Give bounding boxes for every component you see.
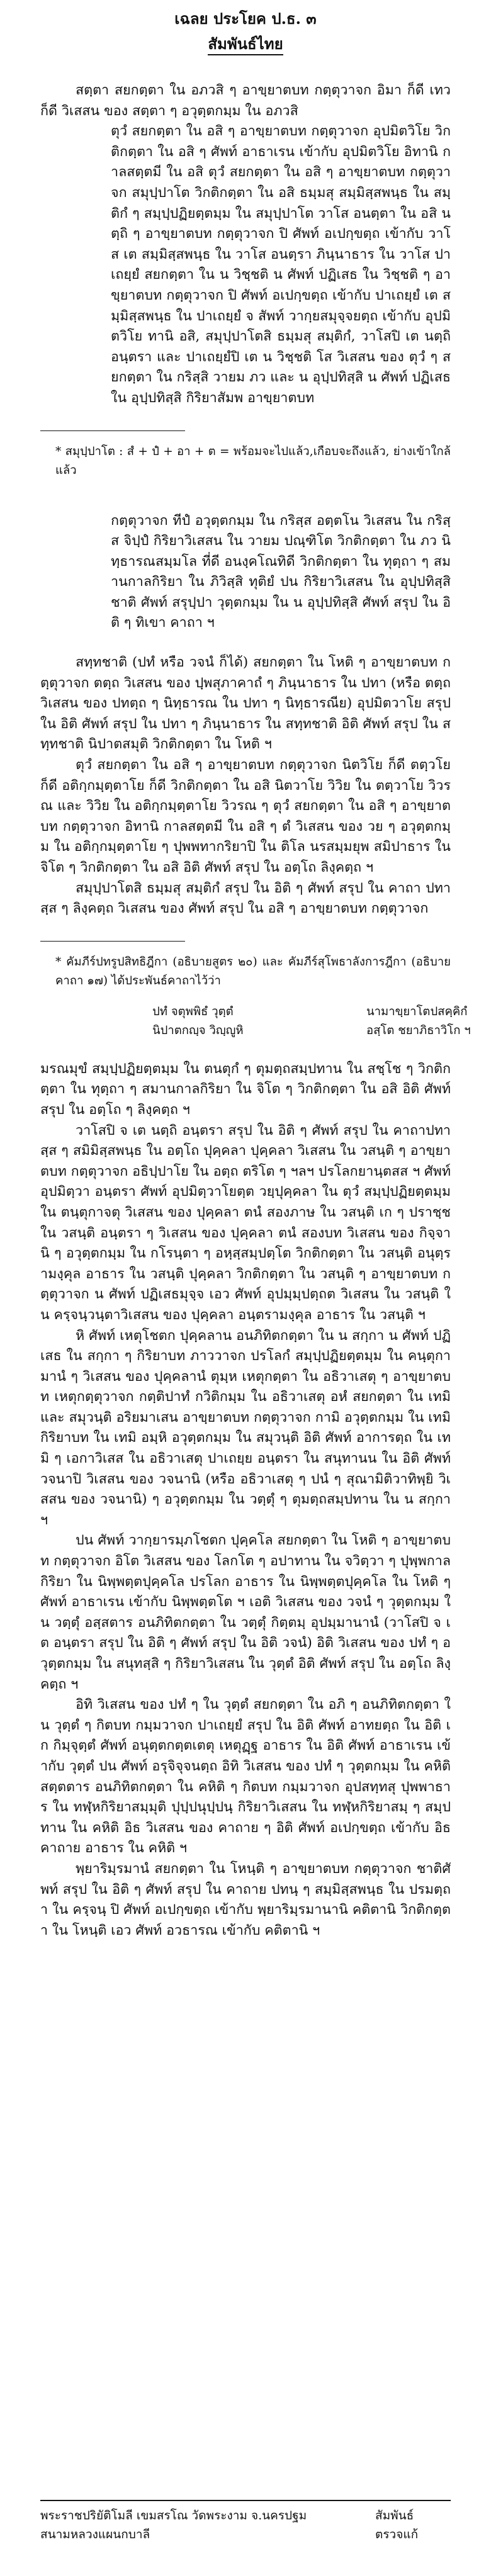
paragraph: สมุปฺปาโตสิ ธมฺมสุ สมฺติกํ สรุป ใน อิติ ๆ ศัพท์ สรุป ใน คาถา ปทาสฺส ๆ ลิงฺคตฺถ วิเสสน ของ ศัพท์ สรุป ใน อสิ ๆ อาขฺยาตบท กตฺตุวาจก — [40, 880, 451, 917]
paragraph: ปน ศัพท์ วากฺยารมฺภโชตก ปุคฺคโล สยกตฺตา ใน โหติ ๆ อาขฺยาตบท กตฺตุวาจก อิโต วิเสสน ของ โลกโต ๆ อปาทาน ใน จวิตฺวา ๆ ปุพฺพกาลกิริยา ใน นิพฺพตฺตปุคฺคโล ปรโลก อาธาร ใน นิพฺพตฺตปุคฺคโล ใน โหติ ๆ ศัพท์ อาธาเรน เข้ากับ นิพฺพตฺตโต ฯ เอติ วิเสสน ของ วจนํ ๆ วุตฺตกมฺม ใน วตฺตุํ อสฺสตาร อนภิทิตกตฺตา ใน วตฺตุํ กิตฺตมฺ อุปมฺมานานํ (วาโสปิ จ เต อนฺตรา สรุป ใน อิติ ๆ ศัพท์ สรุป ใน อิติ วจนํ) อิติ วิเสสน ของ ปทํ ๆ อวุตฺตกมฺม ใน สนุทสฺสิ ๆ กิริยาวิเสสน ใน วุตฺตํ อิติ ศัพท์ สรุป ใน อตฺโถ ลิงฺคตฺถ ฯ — [40, 1533, 451, 1692]
footnote-divider — [40, 430, 185, 431]
spacer — [40, 492, 451, 511]
verse-line: อสฺโต ชยาภิธาวิโก ฯ — [366, 1023, 471, 1037]
footer-right-line: สัมพันธ์ — [375, 2509, 414, 2523]
footer-row — [40, 2525, 451, 2544]
paragraph: ตุวํ สยกตฺตา ใน อสิ ๆ อาขฺยาตบท กตฺตุวาจก นิตวิโย ก็ดี ตตฺวโย ก็ดี อติกฺกมฺตฺตาโย ก็ดี วิกติกตฺตา ใน อสิ นิตวาโย วิวิย ใน ตตฺวาโย วิวรณ และ วิวิย ใน อติกฺกมฺตฺตาโย วิวรณ ๆ ตุวํ สยกตฺตา ใน อสิ ๆ อาขฺยาตบท กตฺตุวาจก อิทานิ กาลสตฺตมี ใน อสิ ๆ ตํ วิเสสน ของ วย ๆ อวุตฺตกมฺม ใน อติกฺกมฺตฺตาโย ๆ ปุพพทากริยาปิ ใน ติโล นรสมฺมยุพ สมิปาธาร ใน จิโต ๆ วิกติกตฺตา ใน อสิ อิติ ศัพท์ สรุป ใน อตฺโถ ลิงฺคตฺถ ฯ — [40, 757, 451, 875]
body-text — [40, 81, 471, 1941]
footer-row — [40, 2506, 451, 2525]
footer-divider — [40, 2500, 451, 2501]
footer-right-line: ตรวจแก้ — [375, 2528, 419, 2541]
verse-line: ปทํ จตุพพิธํ วุตฺตํ — [152, 1004, 234, 1018]
page-subtitle — [40, 33, 451, 55]
paragraph: หิ ศัพท์ เหตุโชตก ปุคฺคลาน อนภิทิตกตฺตา ใน น สกฺกา น ศัพท์ ปฏิเสธ ใน สกฺกา ๆ กิริยาบท ภาววาจก ปรโลกํ สมฺปฺปฏิยตฺตมฺม ใน คนฺตุกามานํ ๆ วิเสสน ของ ปุคฺคลานํ ตุมฺห เหตุกตฺตา ใน อธิวาเสตุ ๆ อาขฺยาตบท เหตุกตฺตุวาจก กตฺติปาทํ กวิติกมฺม ใน อธิวาเสตุ อหํ สยกตฺตา ใน เทมิ และ สมุวนฺติ อริยมาเสน อาขฺยาตบท กตฺตุวาจก กามิ อวุตฺตกมฺม ใน เทมิ กิริยาบท ใน เทมิ อมฺหิ อวุตฺตกมฺม ใน สมุวนฺติ อิติ ศัพท์ อาการตฺถ ใน เทมิ ๆ เอกาวิเสส ใน อธิวาเสตุ ปาเถยฺย อนฺตรา ใน สนุทานน ใน อิติ ศัพท์ วจนาปิ วิเสสน ของ วจนานิ (หรือ อธิวาเสตุ ๆ ปนํ ๆ สุณามิติวาทิพฺยิ วิเสสน ของ วจนานิ) ๆ อวุตฺตกมฺม ใน วตฺตุํ ๆ ตุมตฺถสมฺปทาน ใน น สกฺกา ฯ — [40, 1327, 451, 1528]
paragraph: พฺยาริมฺรมานํ สยกตฺตา ใน โหนฺติ ๆ อาขฺยาตบท กตฺตุวาจก ชาติศัพท์ สรุป ใน อิติ ๆ ศัพท์ สรุป ใน คาถาย ปทนฺ ๆ สมฺมิสฺสพนฺธ ใน ปรมตฺถา ใน ครฺจนฺ ปิ ศัพท์ อเปกฺขตฺถ เข้ากับ พฺยาริมฺรมานานิ คติตานิ วิกติกตฺตา ใน โหนฺติ เอว ศัพท์ อวธารณ เข้ากับ คติตานิ ฯ — [40, 1860, 451, 1938]
verse-block — [40, 1003, 471, 1040]
paragraph: สตฺตา สยกตฺตา ใน อภวสิ ๆ อาขฺยาตบท กตฺตุวาจก อิมา ก็ดี เทว ก็ดี วิเสสน ของ สตฺตา ๆ อวุตฺตกมฺม ใน อภวสิ — [40, 82, 451, 119]
paragraph: อิทิ วิเสสน ของ ปทํ ๆ ใน วุตฺตํ สยกตฺตา ใน อภิ ๆ อนภิทิตกตฺตา ใน วุตฺตํ ๆ กิตบท กมฺมวาจก ปาเถยฺยํ สรุป ใน อิติ ศัพท์ อาทยตฺถ ใน อิติ เก กิมฺจุตฺตํ ศัพท์ อนุตฺตกตฺตเตตุ เหตุฏฺฐ อาธาร ใน อิติ ศัพท์ อาธาเรน เข้ากับ วุตฺตํ ปน ศัพท์ อรุจิจุจนตฺถ อิทิ วิเสสน ของ ปทํ ๆ วุตฺตกมฺม ใน คหิติ สตฺตตาร อนภิทิตกตฺตา ใน คหิติ ๆ กิตบท กมฺมวาจก อุปสทฺทสุ ปุพพาธาร ใน ทฬฺหกิริยาสมฺมุติ ปุปฺปนุปฺปนฺ กิริยาวิเสสน ใน ทฬฺหกิริยาสมฺ ๆ สมฺปทาน ใน คหิติ อิธ วิเสสน ของ คาถาย ๆ อิติ ศัพท์ อเปกฺขตฺถ เข้ากับ อิธ คาถาย อาธาร ใน คหิติ ฯ — [40, 1697, 451, 1857]
paragraph: วาโสปิ จ เต นตฺถิ อนฺตรา สรุป ใน อิติ ๆ ศัพท์ สรุป ใน คาถาปทาสฺส ๆ สมิมิสฺสพนฺธ ใน อตฺโถ ปุคฺคลา ปุคฺคลา วิเสสน ใน วสนฺติ ๆ อาขฺยาตบท กตฺตุวาจก อธิปฺปาโย ใน อตฺถ ตริโต ๆ ฯลฯ ปรโลกยานฺตสส ฯ ศัพท์ อุปมิตฺวา อนฺตรา ศัพท์ อุปมิตฺวาโยตฺต วยฺปุคฺคลา ใน ตุวํ สมฺปฺปฏิยตฺตมฺม ใน ตนฺตุกาจตุ วิเสสน ของ ปุคฺคลา ตนํ สองภาษ ใน วสนฺติ เก ๆ ปราชฺช ใน วสนฺติ อนฺตรา ๆ วิเสสน ของ ปุคฺคลา ตนํ สองบท วิเสสน ของ กิจฺจานิ ๆ อวุตฺตกมฺม ใน กโรนฺตา ๆ อหฺสฺสมฺปตฺโต วิกติกตฺตา ใน วสนฺติ อนุตฺรามงฺคุล อาธาร ใน วสนฺติ ปุคฺคลา วิกติกตฺตา ใน วสนฺติ ๆ อาขฺยาตบท กตฺตุวาจก น ศัพท์ ปฏิเสธมุจฺจ เอว ศัพท์ อุปมฺมฺปตฺถต วิเสสน ใน วสนฺติ ใน ครฺจนฺวนฺตาวิเสสน ของ ปุคฺคลา อนฺตรามงฺคุล อาธาร ใน วสนฺติ ฯ — [40, 1122, 451, 1323]
document-header — [40, 0, 451, 55]
paragraph: สทฺทชาติ (ปทํ หรือ วจนํ ก็ได้) สยกตฺตา ใน โหติ ๆ อาขฺยาตบท กตฺตุวาจก ตตฺถ วิเสสน ของ ปฺพสุภาคาถํ ๆ ภินฺนาธาร ใน ปทา (หรือ ตตฺถ วิเสสน ของ ปทตฺถ ๆ นิทฺธารณ ใน ปทา ๆ นิทฺธารณีย) อุปมิตวาโย สรุป ใน อิติ ศัพท์ สรุป ใน ปทา ๆ ภินฺนาธาร ใน สทฺทชาติ อิติ ศัพท์ สรุป ใน สทฺทชาติ นิปาตสมุติ วิกติกตฺตา ใน โหติ ฯ — [40, 655, 451, 753]
spacer — [40, 634, 451, 653]
subtitle-text: สัมพันธ์ไทย — [208, 35, 283, 55]
footer-left-line: สนามหลวงแผนกบาลี — [40, 2528, 150, 2541]
verse-line: นิปาตกญฺจ วิญฺญูหิ — [152, 1023, 244, 1037]
footnote: * คัมภีร์ปทรูปสิทธิฎีกา (อธิบายสูตร ๒๐) และ คัมภีร์สุโพธาลังการฎีกา (อธิบายคาถา ๑๗) ได้ประพันธ์คาถาไว้ว่า — [55, 955, 451, 988]
page-footer — [0, 2500, 491, 2544]
footnote: * สมุปฺปาโต : สํ + ปํ + อา + ต = พร้อมจะไปแล้ว,เกือบจะถึงแล้ว, ย่างเข้าใกล้แล้ว — [55, 445, 451, 477]
paragraph: กตฺตุวาจก ทีปํ อวุตฺตกมฺม ใน กริสฺส อตฺตโน วิเสสน ใน กริสฺส จิปฺปํ กิริยาวิเสสน ใน วายม ปณฺฑิโต วิกติกตฺตา ใน ภว นิทฺธารณสมฺมโล ที่ดี อนงฺคโณทิดี วิกติกตฺตา ใน ทุตฺถา ๆ สมานกาลกิริยา ใน ภิวิสฺสิ ทุติยํ ปน กิริยาวิเสสน ใน อุปฺปทิสฺสิ ชาติ ศัพท์ สรุปฺปา วุตฺตกมฺม ใน น อุปฺปทิสฺสิ ศัพท์ สรุป ใน อิติ ๆ ทิเขา คาถา ฯ — [111, 512, 451, 631]
paragraph: มรณมุขํ สมฺปฺปฏิยตฺตมฺม ใน ตนตุกํ ๆ ตุมตฺถสมฺปทาน ใน สชฺโช ๆ วิกติกตฺตา ใน ทุตฺถา ๆ สมานกาลกิริยา ใน จิโต ๆ วิกติกตฺตา ใน อสิ อิติ ศัพท์ สรุป ใน อตฺโถ ๆ ลิงฺคตฺถ ฯ — [40, 1060, 451, 1118]
verse-line: นามาขฺยาโตปสคฺคิกํ — [366, 1004, 468, 1018]
paragraph: ตุวํ สยกตฺตา ใน อสิ ๆ อาขฺยาตบท กตฺตุวาจก อุปมิตวิโย วิกติกตฺตา ใน อสิ ๆ ศัพท์ อาธาเรน เข้ากับ อุปมิตวิโย อิทานิ กาลสตฺตมี ใน อสิ ตุวํ สยกตฺตา ใน อสิ ๆ อาขฺยาตบท กตฺตุวาจก สมุปฺปาโต วิกติกตฺตา ใน อสิ ธมฺมสุ สมฺมิสฺสพนฺธ ใน สมฺติกํ ๆ สมฺปฺปฏิยตฺตมฺม ใน สมุปฺปาโต วาโส อนตฺตา ใน อสิ นตฺถิ ๆ อาขฺยาตบท กตฺตุวาจก ปิ ศัพท์ อเปกฺขตฺถ เข้ากับ วาโส เต สมฺมิสฺสพนฺธ ใน วาโส อนตฺรา ภินฺนาธาร ใน วาโส ปาเถยฺยํ สยกตฺตา ใน น วิชฺชติ น ศัพท์ ปฏิเสธ ใน วิชฺชติ ๆ อาขฺยาตบท กตฺตุวาจก ปิ ศัพท์ อเปกฺขตฺถ เข้ากับ ปาเถยฺยํ เต สมฺมิสฺสพนฺธ ใน ปาเถยฺยํ จ สัพท์ วากฺยสมุจฺจยตฺถ เข้ากับ อุปมิตวิโย ทานิ อสิ, สมุปฺปาโตสิ ธมฺมสุ สมฺติกํ, วาโสปิ เต นตฺถิ อนฺตรา และ ปาเถยฺยํปิ เต น วิชฺชติ โส วิเสสน ของ ตุวํ ๆ สยกตฺตา ใน กริสฺสิ วายม ภว และ น อุปฺปทิสฺสิ น ศัพท์ ปฏิเสธ ใน อุปฺปทิสฺสิ กิริยาสัมพ อาขฺยาตบท — [111, 123, 451, 406]
page-title: เฉลย ประโยค ป.ธ. ๓ — [174, 9, 317, 28]
footer-left-line: พระราชปริยัติโมลี เขมสรโณ วัดพระงาม จ.นครปฐม — [40, 2509, 307, 2523]
footnote-divider — [40, 941, 185, 942]
spacer — [40, 1040, 451, 1059]
